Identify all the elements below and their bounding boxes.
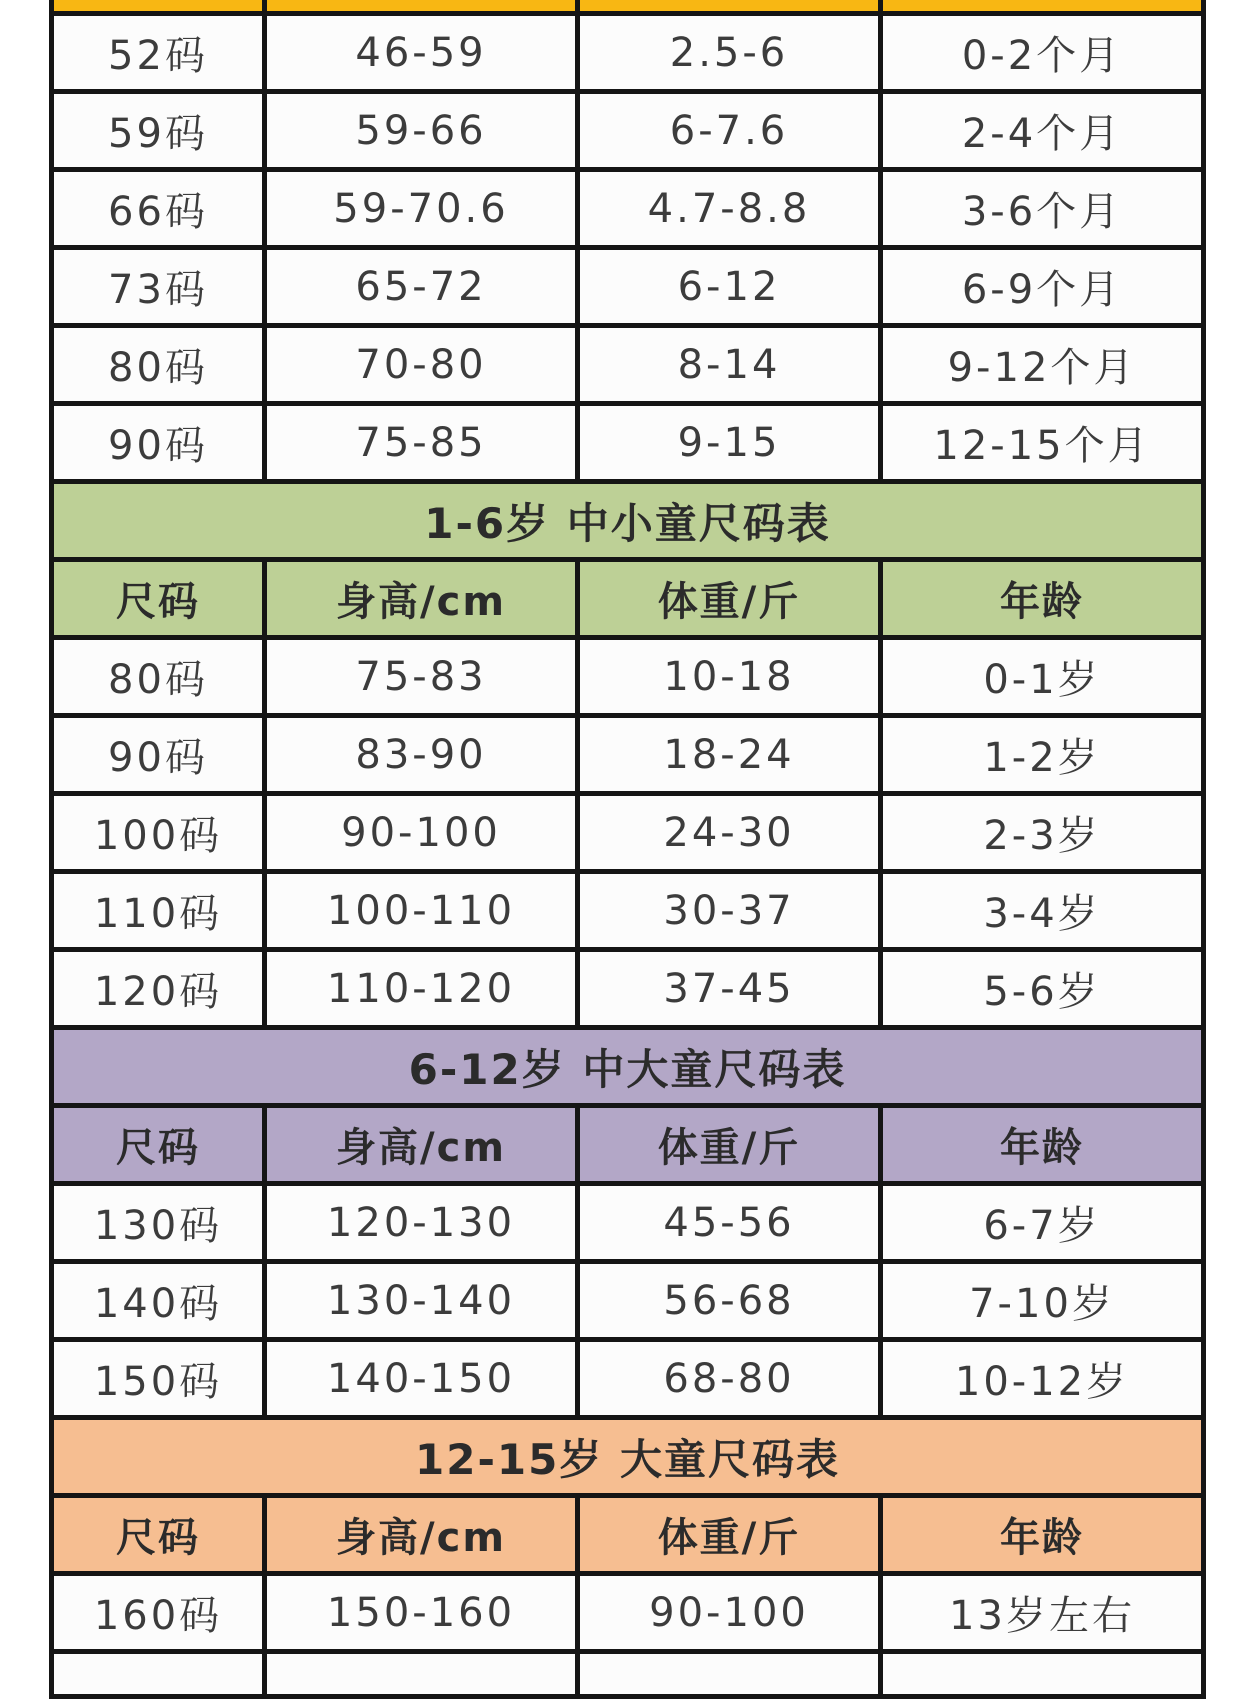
cropped-header-cell	[578, 0, 881, 14]
table-row	[52, 248, 1204, 326]
size-cell: 59码	[52, 92, 265, 170]
weight-cell: 68-80	[578, 1340, 881, 1418]
weight-cell: 9-15	[578, 404, 881, 482]
age-cell: 12-15个月	[881, 404, 1204, 482]
weight-cell: 6-7.6	[578, 92, 881, 170]
size-cell: 80码	[52, 326, 265, 404]
size-cell: 100码	[52, 794, 265, 872]
age-cell: 6-9个月	[881, 248, 1204, 326]
column-header-row	[52, 1496, 1204, 1574]
table-row	[52, 950, 1204, 1028]
column-header-age: 年龄	[881, 560, 1204, 638]
height-cell: 59-66	[265, 92, 578, 170]
weight-cell: 37-45	[578, 950, 881, 1028]
cropped-header-cell	[881, 0, 1204, 14]
section-title-row	[52, 1028, 1204, 1106]
height-cell: 130-140	[265, 1262, 578, 1340]
size-cell: 110码	[52, 872, 265, 950]
weight-cell: 18-24	[578, 716, 881, 794]
size-cell: 120码	[52, 950, 265, 1028]
height-cell: 150-160	[265, 1574, 578, 1652]
column-header-weight: 体重/斤	[578, 1106, 881, 1184]
column-header-height: 身高/cm	[265, 1496, 578, 1574]
size-cell: 80码	[52, 638, 265, 716]
column-header-weight: 体重/斤	[578, 560, 881, 638]
partial-row-cell	[265, 1652, 578, 1697]
size-cell: 73码	[52, 248, 265, 326]
size-cell: 150码	[52, 1340, 265, 1418]
partial-row-cell	[881, 1652, 1204, 1697]
age-cell: 5-6岁	[881, 950, 1204, 1028]
partial-bottom-row	[52, 1652, 1204, 1697]
size-cell: 160码	[52, 1574, 265, 1652]
table-row	[52, 1262, 1204, 1340]
height-cell: 120-130	[265, 1184, 578, 1262]
table-row	[52, 872, 1204, 950]
age-cell: 0-1岁	[881, 638, 1204, 716]
size-cell: 52码	[52, 14, 265, 92]
section-title-row	[52, 482, 1204, 560]
age-cell: 2-4个月	[881, 92, 1204, 170]
age-cell: 6-7岁	[881, 1184, 1204, 1262]
age-cell: 10-12岁	[881, 1340, 1204, 1418]
column-header-age: 年龄	[881, 1496, 1204, 1574]
table-row	[52, 1184, 1204, 1262]
weight-cell: 6-12	[578, 248, 881, 326]
size-cell: 66码	[52, 170, 265, 248]
column-header-age: 年龄	[881, 1106, 1204, 1184]
partial-row-cell	[578, 1652, 881, 1697]
height-cell: 59-70.6	[265, 170, 578, 248]
column-header-row	[52, 1106, 1204, 1184]
size-cell: 90码	[52, 404, 265, 482]
section-title: 6-12岁 中大童尺码表	[52, 1028, 1204, 1106]
weight-cell: 4.7-8.8	[578, 170, 881, 248]
height-cell: 70-80	[265, 326, 578, 404]
table-row	[52, 404, 1204, 482]
weight-cell: 56-68	[578, 1262, 881, 1340]
age-cell: 0-2个月	[881, 14, 1204, 92]
height-cell: 65-72	[265, 248, 578, 326]
column-header-size: 尺码	[52, 560, 265, 638]
age-cell: 3-6个月	[881, 170, 1204, 248]
age-cell: 2-3岁	[881, 794, 1204, 872]
weight-cell: 45-56	[578, 1184, 881, 1262]
age-cell: 3-4岁	[881, 872, 1204, 950]
weight-cell: 2.5-6	[578, 14, 881, 92]
cropped-header-row	[52, 0, 1204, 14]
column-header-row	[52, 560, 1204, 638]
cropped-header-cell	[265, 0, 578, 14]
age-cell: 13岁左右	[881, 1574, 1204, 1652]
table-row	[52, 794, 1204, 872]
section-title: 1-6岁 中小童尺码表	[52, 482, 1204, 560]
partial-row-cell	[52, 1652, 265, 1697]
height-cell: 83-90	[265, 716, 578, 794]
table-row	[52, 326, 1204, 404]
column-header-height: 身高/cm	[265, 1106, 578, 1184]
table-row	[52, 1574, 1204, 1652]
table-row	[52, 716, 1204, 794]
section-title: 12-15岁 大童尺码表	[52, 1418, 1204, 1496]
height-cell: 75-83	[265, 638, 578, 716]
age-cell: 7-10岁	[881, 1262, 1204, 1340]
table-row	[52, 14, 1204, 92]
height-cell: 90-100	[265, 794, 578, 872]
height-cell: 75-85	[265, 404, 578, 482]
table-row	[52, 1340, 1204, 1418]
column-header-height: 身高/cm	[265, 560, 578, 638]
height-cell: 140-150	[265, 1340, 578, 1418]
weight-cell: 30-37	[578, 872, 881, 950]
height-cell: 110-120	[265, 950, 578, 1028]
age-cell: 9-12个月	[881, 326, 1204, 404]
column-header-weight: 体重/斤	[578, 1496, 881, 1574]
size-chart-table	[49, 0, 1206, 1699]
column-header-size: 尺码	[52, 1496, 265, 1574]
weight-cell: 8-14	[578, 326, 881, 404]
height-cell: 46-59	[265, 14, 578, 92]
weight-cell: 10-18	[578, 638, 881, 716]
section-title-row	[52, 1418, 1204, 1496]
table-row	[52, 170, 1204, 248]
column-header-size: 尺码	[52, 1106, 265, 1184]
weight-cell: 24-30	[578, 794, 881, 872]
table-row	[52, 92, 1204, 170]
weight-cell: 90-100	[578, 1574, 881, 1652]
size-cell: 130码	[52, 1184, 265, 1262]
size-cell: 90码	[52, 716, 265, 794]
table-row	[52, 638, 1204, 716]
age-cell: 1-2岁	[881, 716, 1204, 794]
size-cell: 140码	[52, 1262, 265, 1340]
cropped-header-cell	[52, 0, 265, 14]
height-cell: 100-110	[265, 872, 578, 950]
